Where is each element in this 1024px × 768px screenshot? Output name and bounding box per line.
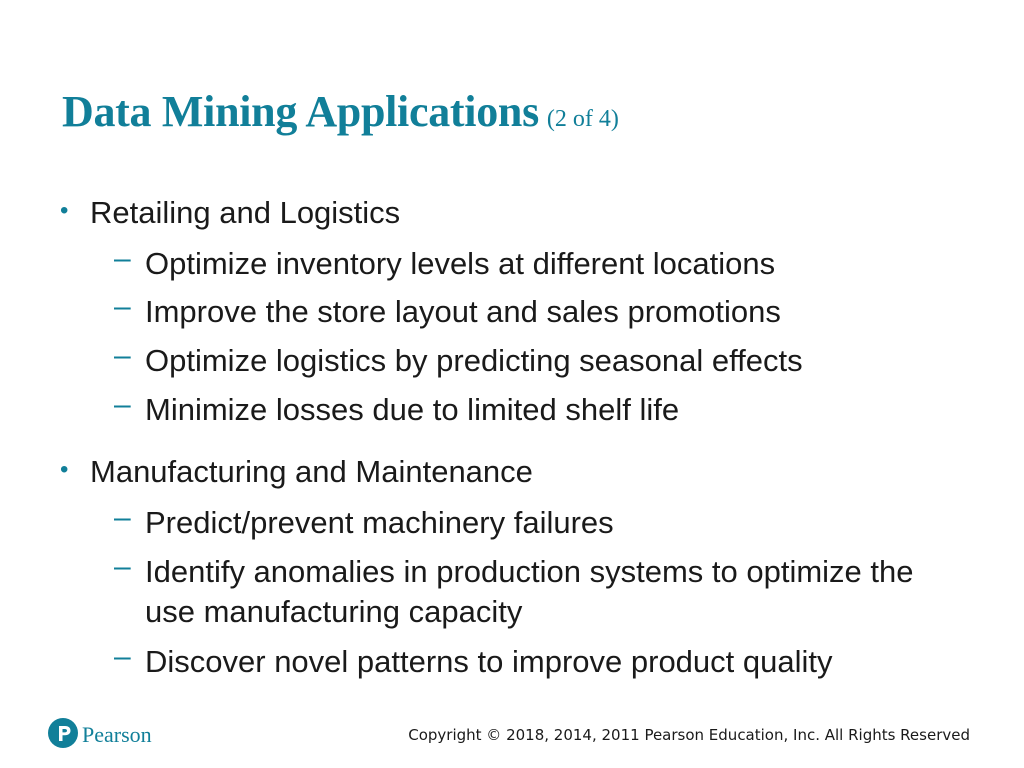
sub-text: Identify anomalies in production systems to optimize the use manufacturing capacity: [145, 554, 914, 629]
sub-dash: –: [114, 290, 131, 323]
sub-dash: –: [114, 640, 131, 673]
bullet-dot: •: [60, 456, 69, 483]
sub-dash: –: [114, 388, 131, 421]
sub-dash: –: [114, 550, 131, 583]
sub-text: Improve the store layout and sales promotions: [145, 294, 781, 329]
bullet-dot: •: [60, 197, 69, 224]
pearson-p-icon: [48, 718, 78, 748]
sub-text: Minimize losses due to limited shelf life: [145, 392, 680, 427]
pearson-wordmark: Pearson: [82, 722, 152, 747]
sub-text: Discover novel patterns to improve product quality: [145, 644, 833, 679]
bullet-text: Retailing and Logistics: [90, 195, 401, 230]
slide-title-main: Data Mining Applications: [62, 87, 539, 136]
bullet-text: Manufacturing and Maintenance: [90, 454, 533, 489]
slide-title-page-indicator: (2 of 4): [546, 106, 619, 132]
pearson-p-glyph: [48, 718, 78, 748]
sub-dash: –: [114, 501, 131, 534]
sub-dash: –: [114, 339, 131, 372]
sub-text: Predict/prevent machinery failures: [145, 505, 614, 540]
sub-text: Optimize inventory levels at different locations: [145, 246, 776, 281]
sub-dash: –: [114, 242, 131, 275]
slide-title: [62, 86, 619, 137]
copyright-notice: Copyright © 2018, 2014, 2011 Pearson Education, Inc. All Rights Reserved: [408, 726, 970, 744]
sub-text: Optimize logistics by predicting seasonal effects: [145, 343, 803, 378]
